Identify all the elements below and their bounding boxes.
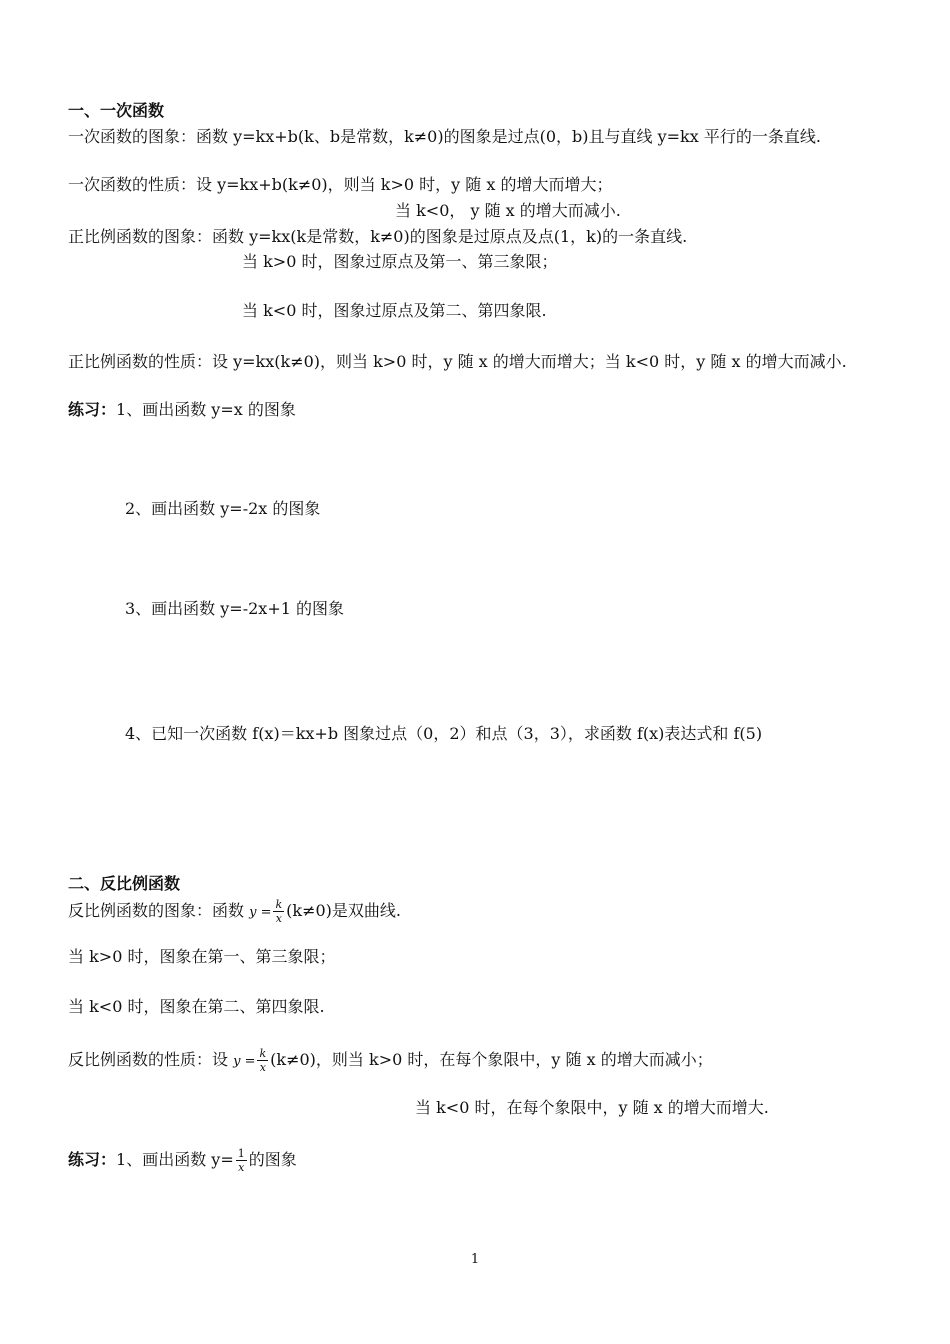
inverse-graph-y: y = [249, 905, 272, 920]
exercise-4: 4、已知一次函数 f(x)＝kx+b 图象过点（0，2）和点（3，3），求函数 f(x)表达式和 f(5) [125, 724, 763, 743]
inverse-property-y: y = [233, 1054, 256, 1069]
fraction-denominator: x [275, 912, 282, 925]
inverse-property-line2: 当 k<0 时，在每个象限中，y 随 x 的增大而增大. [415, 1098, 769, 1117]
inverse-exercise-suffix: 的图象 [248, 1150, 297, 1169]
linear-graph-paragraph: 一次函数的图象：函数 y=kx+b(k、b是常数，k≠0)的图象是过点(0，b)且与直线 y=kx 平行的一条直线. [68, 127, 821, 146]
proportional-property-paragraph: 正比例函数的性质：设 y=kx(k≠0)，则当 k>0 时，y 随 x 的增大而增大；当 k<0 时，y 随 x 的增大而减小. [68, 352, 847, 371]
exercise-3: 3、画出函数 y=-2x+1 的图象 [125, 599, 344, 618]
inverse-graph-prefix: 反比例函数的图象：函数 [68, 901, 245, 920]
exercise-label: 练习： [68, 1150, 117, 1169]
inverse-property-prefix: 反比例函数的性质：设 [68, 1050, 229, 1069]
inverse-graph-suffix: (k≠0)是双曲线. [286, 901, 402, 920]
exercise-text: 1、画出函数 y=x 的图象 [116, 400, 296, 419]
exercise-2: 2、画出函数 y=-2x 的图象 [125, 499, 321, 518]
linear-property-line2: 当 k<0， y 随 x 的增大而减小. [395, 201, 621, 220]
section2-heading: 二、反比例函数 [68, 874, 181, 893]
fraction-numerator: 1 [237, 1147, 245, 1160]
exercise-1 [68, 399, 296, 421]
inverse-property-fraction [257, 1047, 268, 1074]
inverse-exercise-prefix: 1、画出函数 y= [116, 1150, 234, 1169]
inverse-graph-line [68, 898, 401, 925]
fraction-numerator: k [275, 898, 283, 911]
linear-property-line1: 一次函数的性质：设 y=kx+b(k≠0)，则当 k>0 时，y 随 x 的增大而增大； [68, 175, 613, 194]
page-number: 1 [470, 1252, 480, 1267]
fraction-numerator: k [259, 1047, 267, 1060]
reciprocal-fraction [236, 1147, 247, 1174]
inverse-fraction [273, 898, 284, 925]
proportional-graph-line1: 正比例函数的图象：函数 y=kx(k是常数，k≠0)的图象是过原点及点(1，k)的一条直线. [68, 227, 688, 246]
inverse-case-positive: 当 k>0 时，图象在第一、第三象限； [68, 947, 336, 966]
fraction-denominator: x [259, 1061, 266, 1074]
proportional-graph-line3: 当 k<0 时，图象过原点及第二、第四象限. [242, 301, 547, 320]
section1-heading: 一、一次函数 [68, 101, 165, 120]
inverse-exercise-1 [68, 1147, 297, 1174]
inverse-property-line1 [68, 1047, 713, 1074]
inverse-property-suffix: (k≠0)，则当 k>0 时，在每个象限中，y 随 x 的增大而减小； [270, 1050, 713, 1069]
proportional-graph-line2: 当 k>0 时，图象过原点及第一、第三象限； [242, 252, 558, 271]
fraction-denominator: x [238, 1161, 245, 1174]
inverse-case-negative: 当 k<0 时，图象在第二、第四象限. [68, 997, 325, 1016]
exercise-label: 练习： [68, 400, 117, 419]
